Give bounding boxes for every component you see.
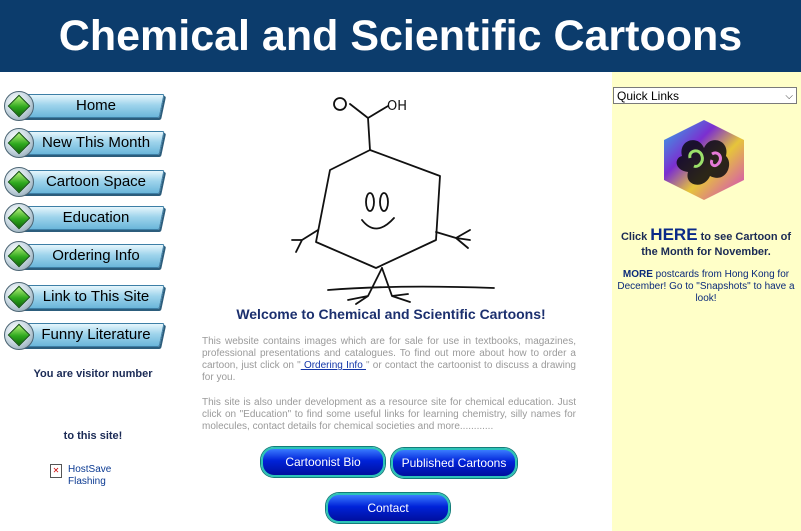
hostsave-line1: HostSave	[68, 464, 112, 475]
cartoon-oh-label: OH	[387, 99, 408, 114]
nav-funny-literature-button[interactable]	[4, 319, 162, 351]
cotm-post: to see Cartoon of the Month for November.	[641, 231, 792, 258]
postcards-rest: postcards from Hong Kong for December! Go to "Snapshots" to have a look!	[617, 269, 795, 304]
main-content	[190, 72, 612, 531]
nav-label: Link to This Site	[42, 288, 150, 305]
nav-home-button[interactable]	[4, 90, 162, 122]
cartoon-of-month-logo-icon[interactable]	[660, 118, 748, 202]
visitor-count-label: You are visitor number	[33, 368, 153, 380]
cartoon-of-month-text	[614, 227, 798, 260]
left-nav	[0, 72, 190, 531]
cotm-here-link[interactable]: HERE	[650, 225, 698, 244]
published-cartoons-button[interactable]: Published Cartoons	[391, 448, 517, 478]
postcards-text	[614, 269, 798, 305]
nav-label: New This Month	[41, 134, 151, 151]
cartoonist-bio-button[interactable]: Cartoonist Bio	[261, 447, 385, 477]
hostsave-badge[interactable]	[50, 464, 170, 494]
nav-ordering-info-button[interactable]	[4, 240, 162, 272]
hostsave-line2: Flashing	[68, 476, 106, 487]
benzoic-acid-cartoon-image	[258, 90, 518, 312]
nav-label: Home	[75, 97, 116, 114]
header-banner	[0, 0, 801, 72]
intro-paragraph	[202, 336, 576, 384]
ordering-info-link[interactable]: Ordering Info	[300, 360, 366, 371]
contact-button[interactable]: Contact	[326, 493, 450, 523]
intro-text-after: " or contact the cartoonist to discuss a drawing for you.	[202, 360, 576, 383]
quick-links-select[interactable]	[613, 87, 797, 104]
nav-new-this-month-button[interactable]	[4, 127, 162, 159]
postcards-more: MORE	[622, 269, 653, 280]
education-paragraph: This site is also under development as a resource site for chemical education. Just click on "Education" to find some useful links for learning chemistry, silly names for molecules, contact details for chemical societies and more............	[202, 397, 576, 432]
cotm-pre: Click	[620, 231, 651, 243]
hostsave-link[interactable]	[68, 464, 111, 488]
chevron-down-icon: ⌵	[785, 91, 793, 102]
nav-label: Ordering Info	[52, 247, 140, 264]
site-title: Chemical and Scientific Cartoons	[58, 12, 743, 60]
nav-label: Education	[62, 209, 130, 226]
visitor-count-suffix: to this site!	[63, 430, 123, 442]
broken-image-icon: ✕	[50, 464, 62, 478]
right-sidebar	[612, 72, 801, 531]
nav-label: Cartoon Space	[45, 173, 147, 190]
nav-education-button[interactable]	[4, 202, 162, 234]
intro-text-before: This website contains images which are for sale for use in textbooks, magazines, professional presentations and catalogues. To find out more about how to order a cartoon, just click on "	[202, 336, 576, 371]
nav-cartoon-space-button[interactable]	[4, 166, 162, 198]
nav-link-to-this-site-button[interactable]	[4, 281, 162, 313]
quick-links-value: Quick Links	[617, 89, 680, 103]
nav-label: Funny Literature	[41, 326, 151, 343]
welcome-heading: Welcome to Chemical and Scientific Cartoons!	[236, 306, 546, 322]
